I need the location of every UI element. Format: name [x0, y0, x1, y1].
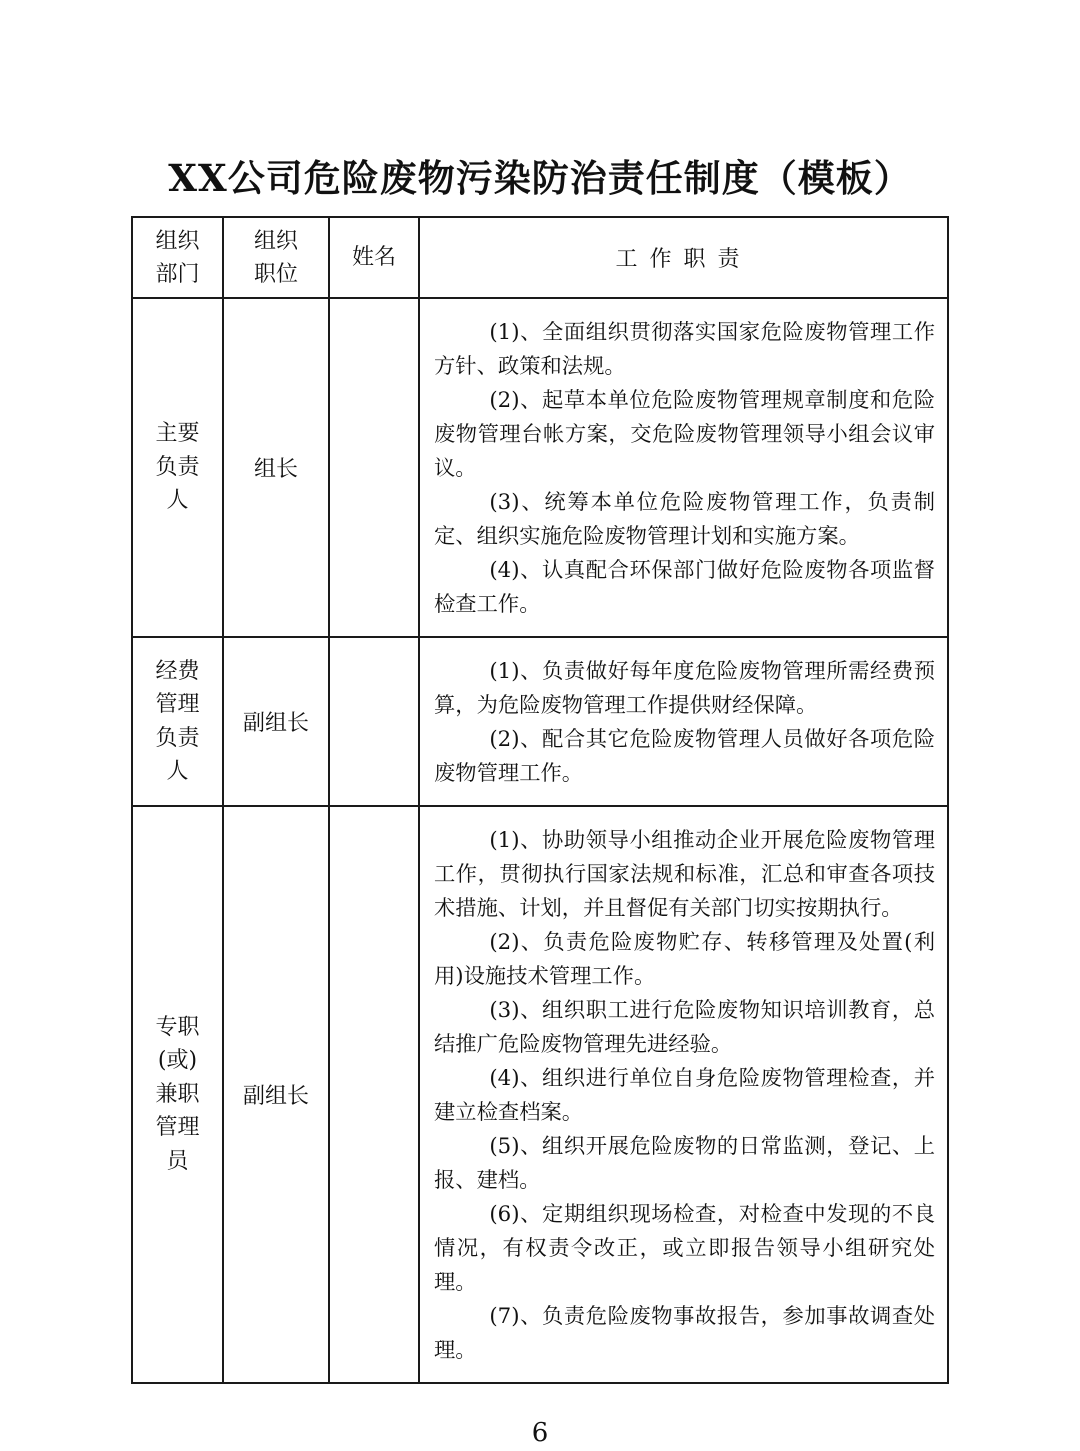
- duty-item: (1)、负责做好每年度危险废物管理所需经费预算，为危险废物管理工作提供财经保障。: [434, 659, 935, 718]
- position-cell: 组长: [223, 298, 329, 637]
- dept-cell: 经费管理负责人: [132, 637, 223, 806]
- dept-cell: 专职(或)兼职管理员: [132, 806, 223, 1383]
- page-number: 6: [531, 1418, 549, 1448]
- duties-cell: [419, 806, 948, 1383]
- position-cell: 副组长: [223, 637, 329, 806]
- dept-cell: 主要负责人: [132, 298, 223, 637]
- page-title: XX公司危险废物污染防治责任制度（模板）: [168, 156, 912, 200]
- duty-item: (4)、认真配合环保部门做好危险废物各项监督检查工作。: [434, 558, 935, 617]
- duty-item: (1)、全面组织贯彻落实国家危险废物管理工作方针、政策和法规。: [434, 320, 935, 379]
- duty-item: (1)、协助领导小组推动企业开展危险废物管理工作，贯彻执行国家法规和标准，汇总和审查各项技术措施、计划，并且督促有关部门切实按期执行。: [434, 828, 935, 921]
- responsibility-table: [131, 216, 949, 1384]
- header-duties: 工作职责: [419, 217, 948, 298]
- table-row: [132, 637, 948, 806]
- duty-item: (6)、定期组织现场检查，对检查中发现的不良情况，有权责令改正，或立即报告领导小组研究处理。: [434, 1202, 935, 1295]
- position-cell: 副组长: [223, 806, 329, 1383]
- duty-item: (2)、负责危险废物贮存、转移管理及处置(利用)设施技术管理工作。: [434, 930, 935, 989]
- duty-item: (2)、起草本单位危险废物管理规章制度和危险废物管理台帐方案，交危险废物管理领导小组会议审议。: [434, 388, 935, 481]
- name-cell: [329, 298, 419, 637]
- duty-item: (4)、组织进行单位自身危险废物管理检查，并建立检查档案。: [434, 1066, 935, 1125]
- duty-item: (2)、配合其它危险废物管理人员做好各项危险废物管理工作。: [434, 727, 935, 786]
- duties-cell: [419, 298, 948, 637]
- header-dept: 组织部门: [132, 217, 223, 298]
- table-row: [132, 806, 948, 1383]
- table-row: [132, 298, 948, 637]
- duty-item: (7)、负责危险废物事故报告，参加事故调查处理。: [434, 1304, 935, 1363]
- header-name: 姓名: [329, 217, 419, 298]
- name-cell: [329, 637, 419, 806]
- duty-item: (5)、组织开展危险废物的日常监测，登记、上报、建档。: [434, 1134, 935, 1193]
- name-cell: [329, 806, 419, 1383]
- header-position: 组织职位: [223, 217, 329, 298]
- table-header-row: [132, 217, 948, 298]
- duty-item: (3)、组织职工进行危险废物知识培训教育，总结推广危险废物管理先进经验。: [434, 998, 935, 1057]
- duty-item: (3)、统筹本单位危险废物管理工作，负责制定、组织实施危险废物管理计划和实施方案。: [434, 490, 935, 549]
- duties-cell: [419, 637, 948, 806]
